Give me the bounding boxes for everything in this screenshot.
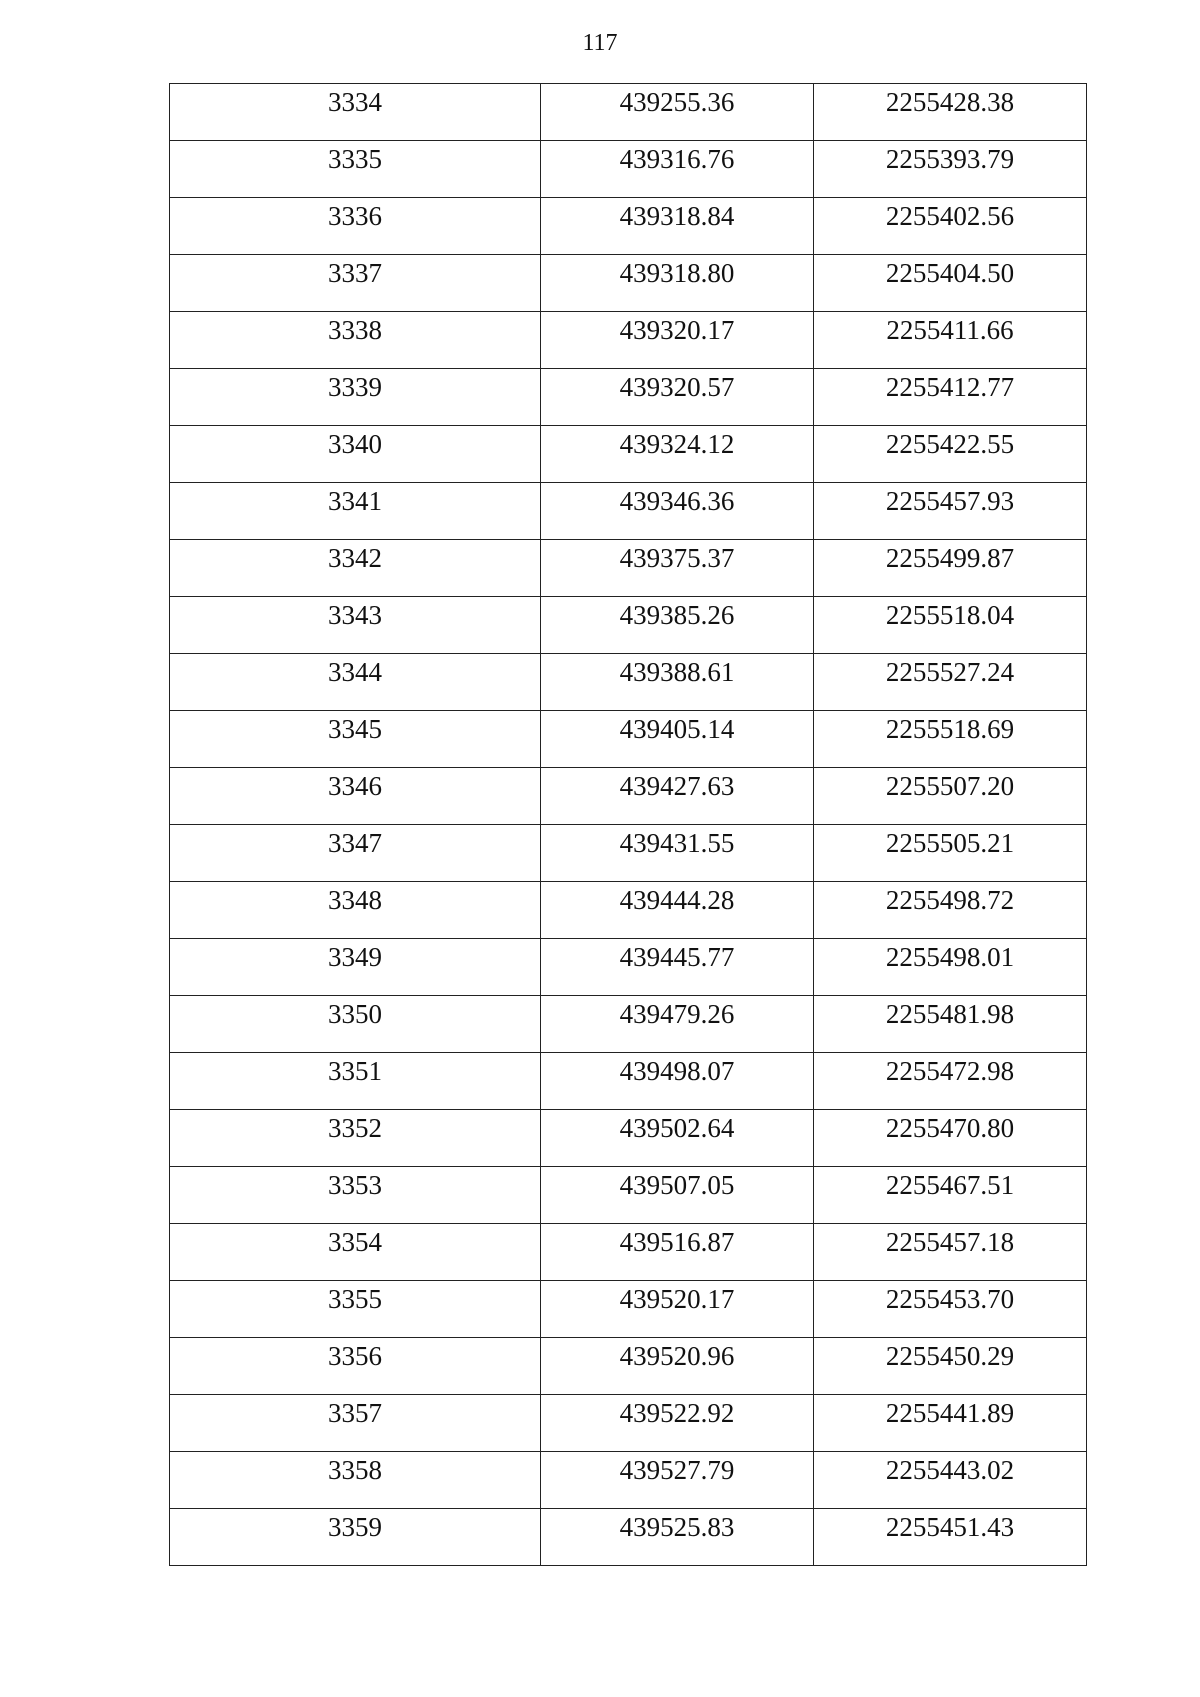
point-number-cell: 3340 xyxy=(170,426,541,483)
x-coordinate-cell: 439324.12 xyxy=(541,426,814,483)
x-coordinate-cell: 439444.28 xyxy=(541,882,814,939)
point-number-cell: 3344 xyxy=(170,654,541,711)
point-number-cell: 3337 xyxy=(170,255,541,312)
table-row xyxy=(170,1338,1087,1395)
x-coordinate-cell: 439525.83 xyxy=(541,1509,814,1566)
x-coordinate-cell: 439431.55 xyxy=(541,825,814,882)
y-coordinate-cell: 2255472.98 xyxy=(814,1053,1087,1110)
x-coordinate-cell: 439507.05 xyxy=(541,1167,814,1224)
point-number-cell: 3343 xyxy=(170,597,541,654)
point-number-cell: 3342 xyxy=(170,540,541,597)
point-number-cell: 3359 xyxy=(170,1509,541,1566)
x-coordinate-cell: 439385.26 xyxy=(541,597,814,654)
table-row xyxy=(170,882,1087,939)
table-row xyxy=(170,654,1087,711)
point-number-cell: 3356 xyxy=(170,1338,541,1395)
point-number-cell: 3341 xyxy=(170,483,541,540)
point-number-cell: 3357 xyxy=(170,1395,541,1452)
x-coordinate-cell: 439479.26 xyxy=(541,996,814,1053)
y-coordinate-cell: 2255481.98 xyxy=(814,996,1087,1053)
x-coordinate-cell: 439320.17 xyxy=(541,312,814,369)
y-coordinate-cell: 2255498.01 xyxy=(814,939,1087,996)
table-row xyxy=(170,711,1087,768)
y-coordinate-cell: 2255443.02 xyxy=(814,1452,1087,1509)
x-coordinate-cell: 439520.17 xyxy=(541,1281,814,1338)
coordinates-table xyxy=(169,83,1087,1566)
y-coordinate-cell: 2255422.55 xyxy=(814,426,1087,483)
table-row xyxy=(170,1224,1087,1281)
point-number-cell: 3336 xyxy=(170,198,541,255)
y-coordinate-cell: 2255457.93 xyxy=(814,483,1087,540)
table-row xyxy=(170,1053,1087,1110)
point-number-cell: 3354 xyxy=(170,1224,541,1281)
y-coordinate-cell: 2255505.21 xyxy=(814,825,1087,882)
x-coordinate-cell: 439255.36 xyxy=(541,84,814,141)
x-coordinate-cell: 439375.37 xyxy=(541,540,814,597)
table-row xyxy=(170,1281,1087,1338)
table-row xyxy=(170,1509,1087,1566)
y-coordinate-cell: 2255457.18 xyxy=(814,1224,1087,1281)
table-row xyxy=(170,84,1087,141)
x-coordinate-cell: 439318.80 xyxy=(541,255,814,312)
y-coordinate-cell: 2255441.89 xyxy=(814,1395,1087,1452)
y-coordinate-cell: 2255412.77 xyxy=(814,369,1087,426)
x-coordinate-cell: 439522.92 xyxy=(541,1395,814,1452)
x-coordinate-cell: 439388.61 xyxy=(541,654,814,711)
point-number-cell: 3355 xyxy=(170,1281,541,1338)
table-row xyxy=(170,540,1087,597)
point-number-cell: 3345 xyxy=(170,711,541,768)
page-number: 117 xyxy=(582,30,618,56)
y-coordinate-cell: 2255518.69 xyxy=(814,711,1087,768)
table-row xyxy=(170,483,1087,540)
x-coordinate-cell: 439320.57 xyxy=(541,369,814,426)
x-coordinate-cell: 439527.79 xyxy=(541,1452,814,1509)
table-row xyxy=(170,768,1087,825)
table-row xyxy=(170,255,1087,312)
point-number-cell: 3339 xyxy=(170,369,541,426)
point-number-cell: 3346 xyxy=(170,768,541,825)
y-coordinate-cell: 2255499.87 xyxy=(814,540,1087,597)
table-row xyxy=(170,369,1087,426)
y-coordinate-cell: 2255393.79 xyxy=(814,141,1087,198)
point-number-cell: 3338 xyxy=(170,312,541,369)
x-coordinate-cell: 439427.63 xyxy=(541,768,814,825)
table-row xyxy=(170,198,1087,255)
table-row xyxy=(170,597,1087,654)
point-number-cell: 3358 xyxy=(170,1452,541,1509)
x-coordinate-cell: 439502.64 xyxy=(541,1110,814,1167)
table-row xyxy=(170,939,1087,996)
y-coordinate-cell: 2255428.38 xyxy=(814,84,1087,141)
table-row xyxy=(170,1110,1087,1167)
x-coordinate-cell: 439520.96 xyxy=(541,1338,814,1395)
y-coordinate-cell: 2255527.24 xyxy=(814,654,1087,711)
y-coordinate-cell: 2255402.56 xyxy=(814,198,1087,255)
table-row xyxy=(170,426,1087,483)
y-coordinate-cell: 2255411.66 xyxy=(814,312,1087,369)
table-row xyxy=(170,825,1087,882)
x-coordinate-cell: 439346.36 xyxy=(541,483,814,540)
point-number-cell: 3350 xyxy=(170,996,541,1053)
x-coordinate-cell: 439316.76 xyxy=(541,141,814,198)
point-number-cell: 3349 xyxy=(170,939,541,996)
point-number-cell: 3353 xyxy=(170,1167,541,1224)
x-coordinate-cell: 439498.07 xyxy=(541,1053,814,1110)
y-coordinate-cell: 2255518.04 xyxy=(814,597,1087,654)
x-coordinate-cell: 439516.87 xyxy=(541,1224,814,1281)
y-coordinate-cell: 2255498.72 xyxy=(814,882,1087,939)
x-coordinate-cell: 439445.77 xyxy=(541,939,814,996)
point-number-cell: 3348 xyxy=(170,882,541,939)
point-number-cell: 3351 xyxy=(170,1053,541,1110)
table-row xyxy=(170,1452,1087,1509)
y-coordinate-cell: 2255470.80 xyxy=(814,1110,1087,1167)
y-coordinate-cell: 2255507.20 xyxy=(814,768,1087,825)
y-coordinate-cell: 2255451.43 xyxy=(814,1509,1087,1566)
point-number-cell: 3347 xyxy=(170,825,541,882)
x-coordinate-cell: 439318.84 xyxy=(541,198,814,255)
table-row xyxy=(170,141,1087,198)
point-number-cell: 3352 xyxy=(170,1110,541,1167)
y-coordinate-cell: 2255450.29 xyxy=(814,1338,1087,1395)
point-number-cell: 3334 xyxy=(170,84,541,141)
table-row xyxy=(170,312,1087,369)
table-row xyxy=(170,1395,1087,1452)
y-coordinate-cell: 2255453.70 xyxy=(814,1281,1087,1338)
table-row xyxy=(170,996,1087,1053)
x-coordinate-cell: 439405.14 xyxy=(541,711,814,768)
y-coordinate-cell: 2255404.50 xyxy=(814,255,1087,312)
table-row xyxy=(170,1167,1087,1224)
y-coordinate-cell: 2255467.51 xyxy=(814,1167,1087,1224)
table-body xyxy=(170,84,1087,1566)
point-number-cell: 3335 xyxy=(170,141,541,198)
